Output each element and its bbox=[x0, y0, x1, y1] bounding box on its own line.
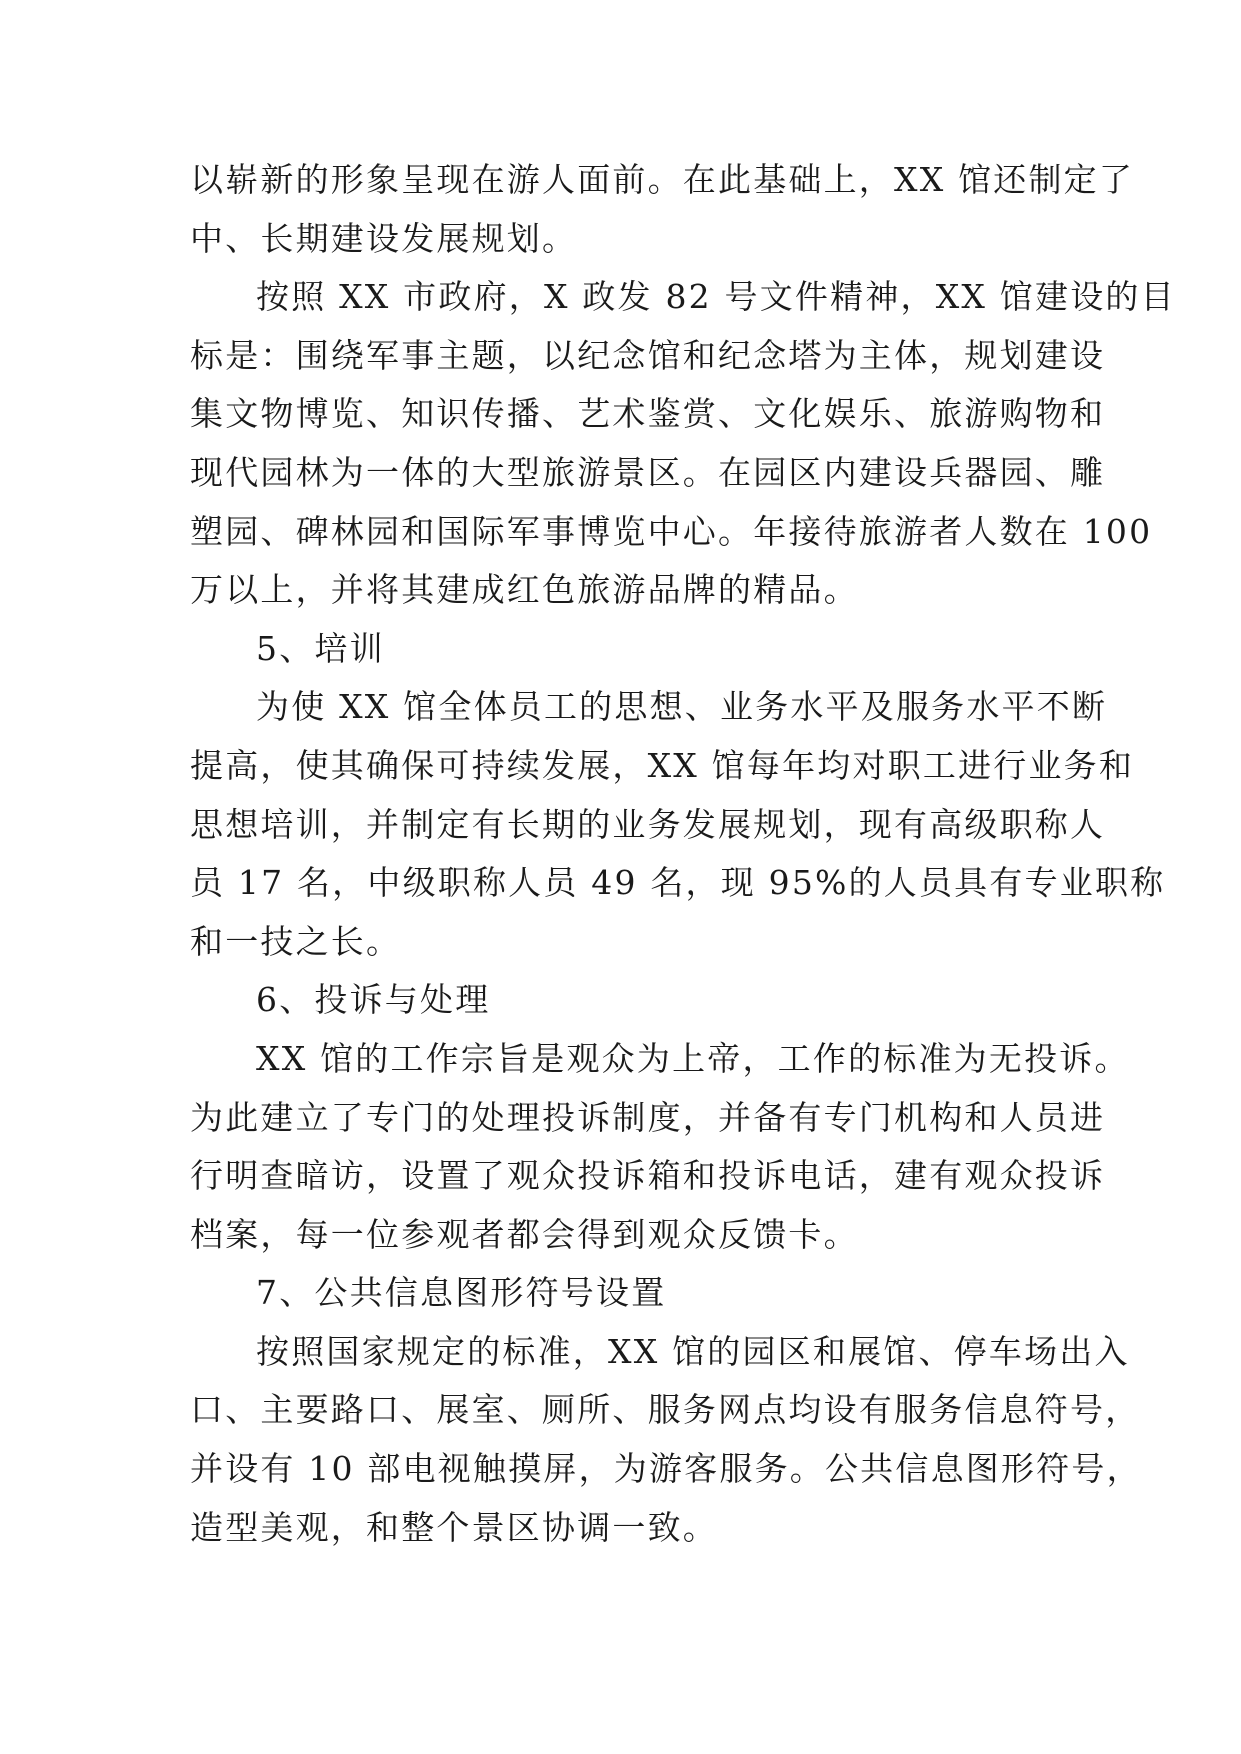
text-line: 为此建立了专门的处理投诉制度，并备有专门机构和人员进 bbox=[190, 1097, 1106, 1137]
paragraph-start-line: XX 馆的工作宗旨是观众为上帝，工作的标准为无投诉。 bbox=[256, 1038, 1130, 1078]
body-text bbox=[190, 151, 1176, 1557]
text-line: 行明查暗访，设置了观众投诉箱和投诉电话，建有观众投诉 bbox=[190, 1156, 1106, 1196]
text-line: 塑园、碑林园和国际军事博览中心。年接待旅游者人数在 100 bbox=[190, 511, 1153, 551]
text-line: 提高，使其确保可持续发展，XX 馆每年均对职工进行业务和 bbox=[190, 745, 1135, 785]
paragraph-start-line: 按照 XX 市政府，X 政发 82 号文件精神，XX 馆建设的目 bbox=[256, 277, 1176, 317]
text-line: 现代园林为一体的大型旅游景区。在园区内建设兵器园、雕 bbox=[190, 452, 1106, 492]
text-line: 以崭新的形象呈现在游人面前。在此基础上，XX 馆还制定了 bbox=[190, 160, 1135, 199]
paragraph-start-line: 为使 XX 馆全体员工的思想、业务水平及服务水平不断 bbox=[256, 687, 1108, 727]
text-line: 万以上，并将其建成红色旅游品牌的精品。 bbox=[190, 570, 859, 610]
text-line: 中、长期建设发展规划。 bbox=[190, 218, 578, 258]
text-line: 并设有 10 部电视触摸屏，为游客服务。公共信息图形符号， bbox=[190, 1449, 1142, 1489]
text-line: 口、主要路口、展室、厕所、服务网点均设有服务信息符号， bbox=[190, 1390, 1141, 1430]
text-line: 员 17 名，中级职称人员 49 名，现 95%的人员具有专业职称 bbox=[190, 863, 1166, 903]
text-line: 和一技之长。 bbox=[190, 921, 402, 961]
text-line: 标是：围绕军事主题，以纪念馆和纪念塔为主体，规划建设 bbox=[190, 335, 1106, 375]
text-line: 思想培训，并制定有长期的业务发展规划，现有高级职称人 bbox=[190, 804, 1106, 844]
section-heading: 7、公共信息图形符号设置 bbox=[256, 1273, 667, 1313]
text-line: 集文物博览、知识传播、艺术鉴赏、文化娱乐、旅游购物和 bbox=[190, 394, 1106, 434]
section-heading: 6、投诉与处理 bbox=[256, 980, 491, 1020]
paragraph-start-line: 按照国家规定的标准，XX 馆的园区和展馆、停车场出入 bbox=[256, 1331, 1130, 1371]
text-line: 造型美观，和整个景区协调一致。 bbox=[190, 1507, 718, 1547]
section-heading: 5、培训 bbox=[256, 628, 385, 668]
text-line: 档案，每一位参观者都会得到观众反馈卡。 bbox=[190, 1214, 859, 1254]
